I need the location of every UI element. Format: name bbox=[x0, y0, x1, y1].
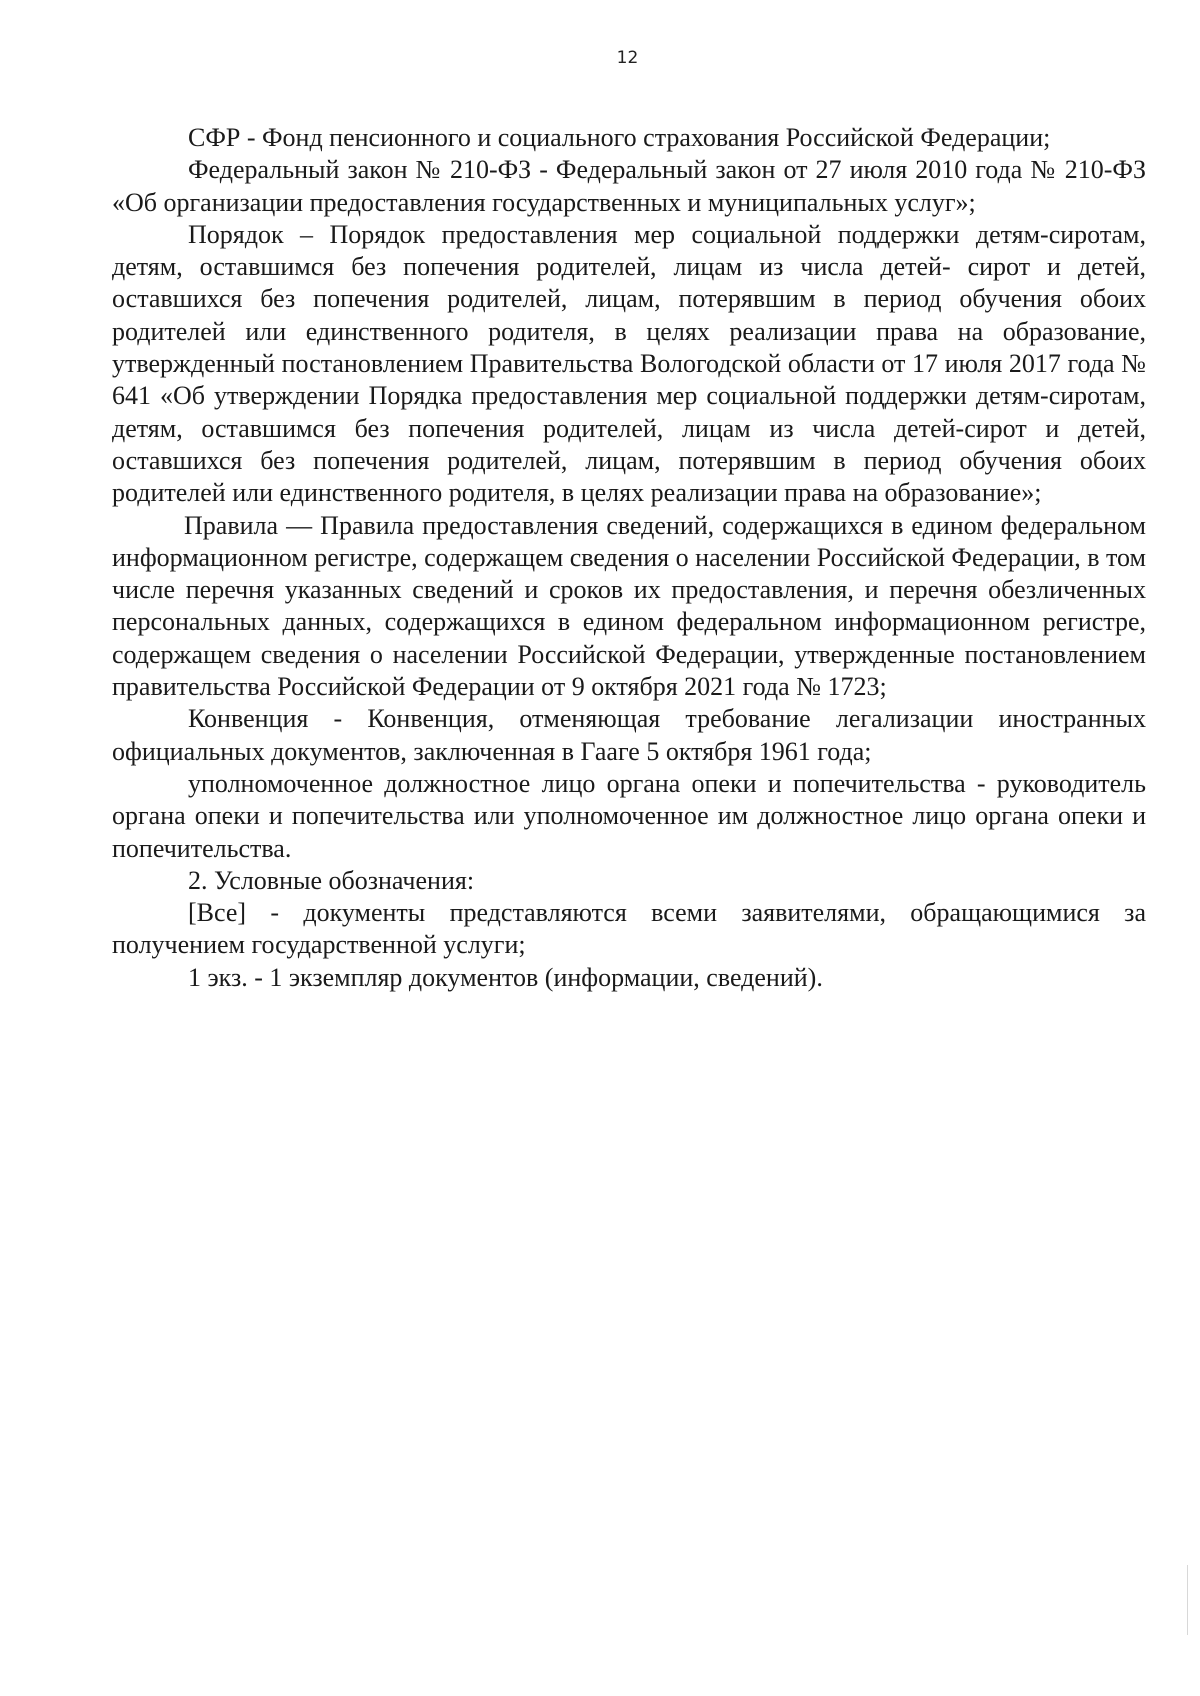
scan-margin-mark bbox=[1187, 1565, 1188, 1635]
document-body bbox=[112, 122, 1146, 994]
definition-pravila: Правила — Правила предоставления сведений, содержащихся в едином федеральном информационном регистре, содержащем сведения о населении Российской Федерации, в том числе перечня указанных сведений и сроков их предоставления, и перечня обезличенных персональных данных, содержащихся в едином федеральном информационном регистре, содержащем сведения о населении Российской Федерации, утвержденные постановлением правительства Российской Федерации от 9 октября 2021 года № 1723; bbox=[112, 510, 1146, 702]
page-number: 12 bbox=[616, 48, 639, 68]
definition-federal-law-210: Федеральный закон № 210-ФЗ - Федеральный закон от 27 июля 2010 года № 210-ФЗ «Об организации предоставления государственных и муниципальных услуг»; bbox=[112, 155, 1146, 217]
definition-poryadok: Порядок – Порядок предоставления мер социальной поддержки детям-сиротам, детям, оставшимся без попечения родителей, лицам из числа детей- сирот и детей, оставшихся без попечения родителей, лицам, потерявшим в период обучения обоих родителей или единственного родителя, в целях реализации права на образование, утвержденный постановлением Правительства Вологодской области от 17 июля 2017 года № 641 «Об утверждении Порядка предоставления мер социальной поддержки детям-сиротам, детям, оставшимся без попечения родителей, лицам из числа детей-сирот и детей, оставшихся без попечения родителей, лицам, потерявшим в период обучения обоих родителей или единственного родителя, в целях реализации права на образование»; bbox=[112, 219, 1146, 508]
symbol-copy: 1 экз. - 1 экземпляр документов (информации, сведений). bbox=[188, 962, 823, 992]
definition-sfr: СФР - Фонд пенсионного и социального страхования Российской Федерации; bbox=[188, 123, 1051, 152]
section-heading-symbols: 2. Условные обозначения: bbox=[188, 865, 475, 895]
symbol-all: [Все] - документы представляются всеми заявителями, обращающимися за получением государственной услуги; bbox=[112, 898, 1146, 960]
definition-konventsiya: Конвенция - Конвенция, отменяющая требование легализации иностранных официальных документов, заключенная в Гааге 5 октября 1961 года; bbox=[112, 704, 1146, 766]
definition-authorized-official: уполномоченное должностное лицо органа опеки и попечительства - руководитель органа опеки и попечительства или уполномоченное им должностное лицо органа опеки и попечительства. bbox=[112, 768, 1146, 863]
